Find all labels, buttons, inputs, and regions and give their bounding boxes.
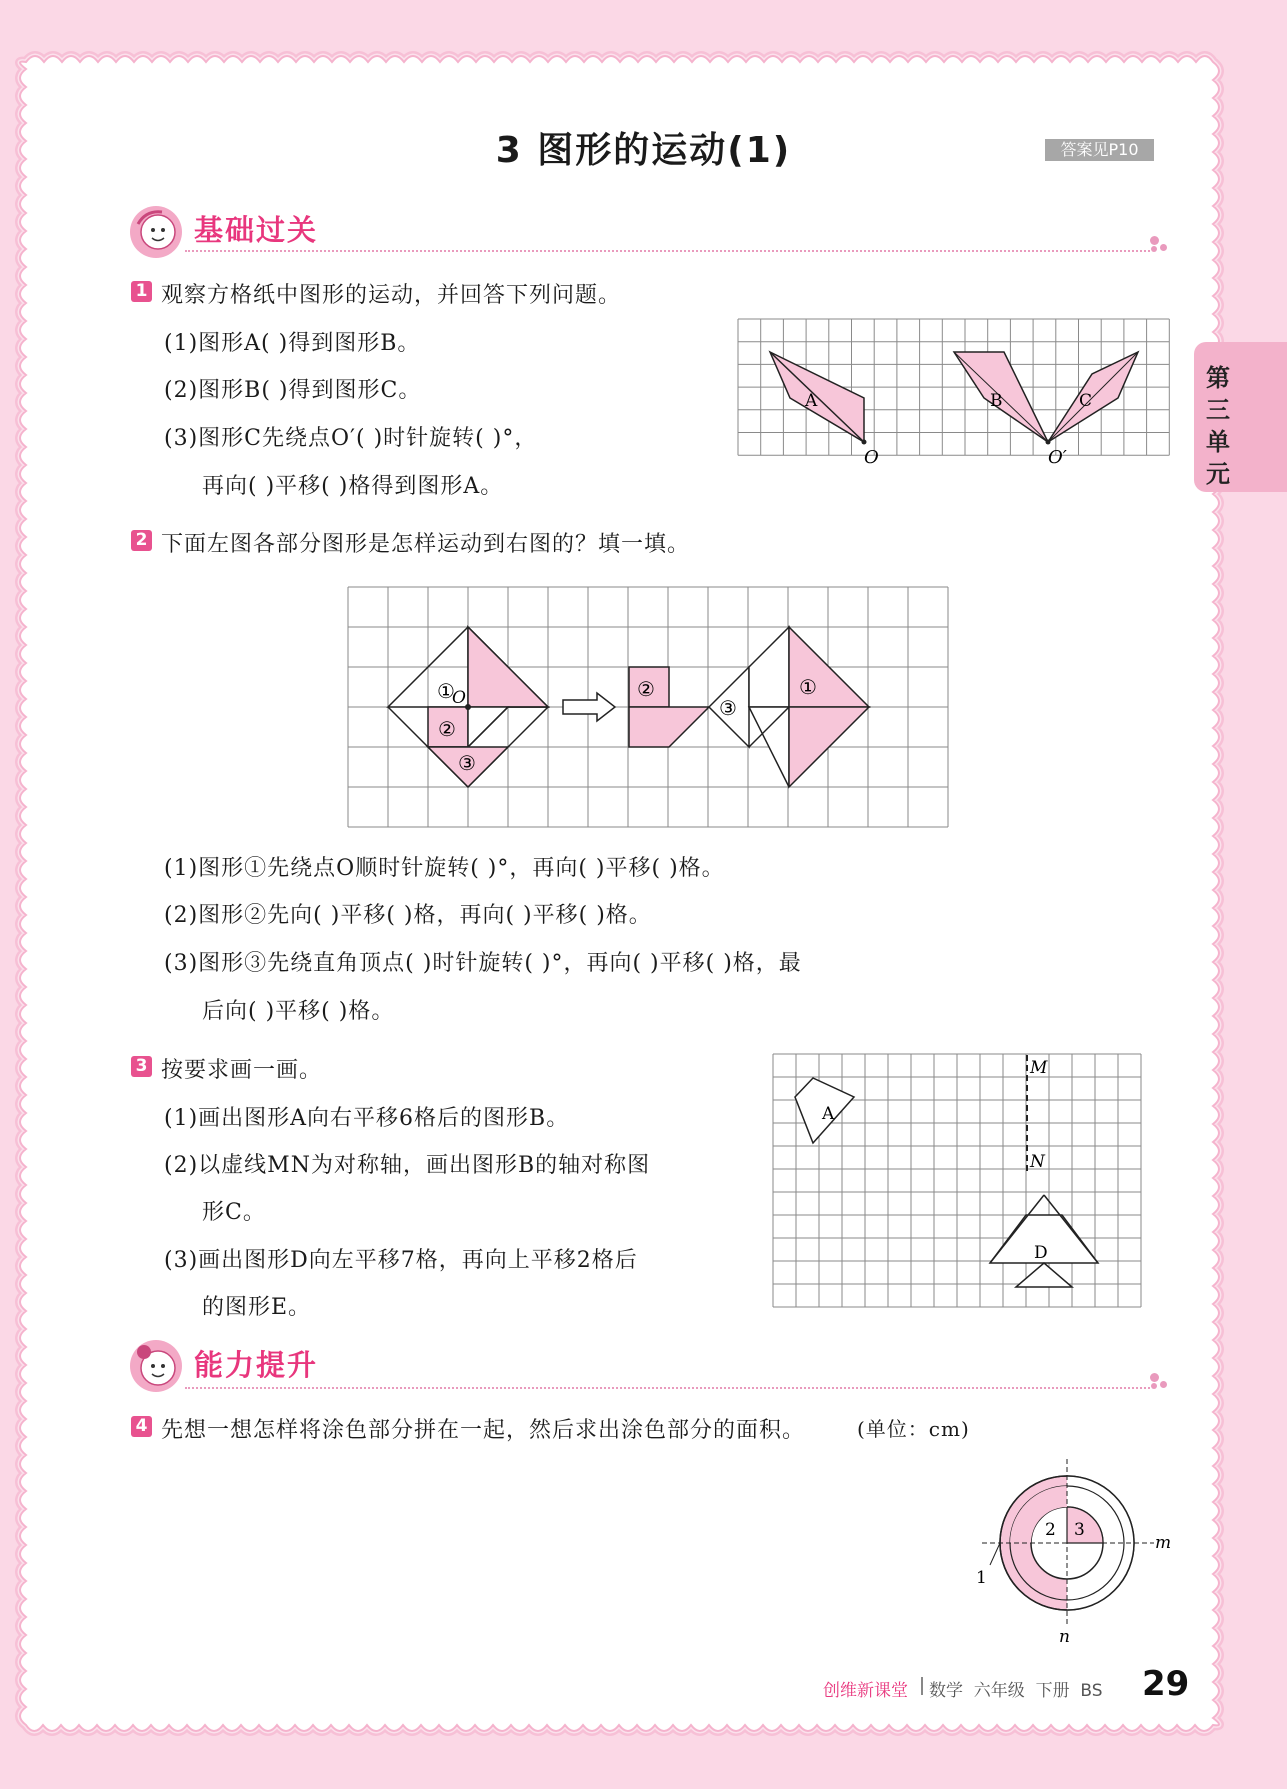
question-2-line-1: (1)图形①先绕点O顺时针旋转( )°，再向( )平移( )格。 <box>164 856 725 881</box>
question-number-badge: 1 <box>131 281 152 302</box>
section-heading-advanced: 能力提升 <box>194 1348 319 1382</box>
label-m: M <box>1030 1058 1048 1078</box>
question-2-line-4: 后向( )平移( )格。 <box>202 999 395 1024</box>
right-body-top <box>749 627 789 707</box>
divider-dot <box>1150 1373 1159 1382</box>
section-heading-basic: 基础过关 <box>194 213 319 247</box>
footer-brand: 创维新课堂 <box>823 1681 908 1701</box>
page-number: 29 <box>1142 1664 1190 1704</box>
arrow-icon <box>563 693 615 721</box>
shape-c-diagonal <box>1048 352 1138 442</box>
mascot-icon <box>128 1338 184 1394</box>
question-number-badge: 2 <box>131 530 152 551</box>
answer-reference-badge: 答案见P10 <box>1045 139 1154 161</box>
shape-d-bottom <box>1016 1263 1072 1287</box>
label-o: O <box>452 688 466 708</box>
divider-dot <box>1151 246 1157 252</box>
divider-dot <box>1160 244 1167 251</box>
label-b: B <box>990 391 1003 411</box>
label-n: N <box>1030 1152 1045 1172</box>
label-piece-1-right: ① <box>799 675 817 699</box>
divider-dot <box>1160 1381 1167 1388</box>
label-piece-2-left: ② <box>438 717 456 741</box>
label-piece-3-left: ③ <box>458 751 476 775</box>
label-2: 2 <box>1045 1520 1056 1540</box>
question-3-grid-figure <box>772 1053 1144 1310</box>
point-o <box>862 440 867 445</box>
footer-book-info: 数学 六年级 下册 BS <box>929 1681 1103 1701</box>
label-3: 3 <box>1074 1520 1085 1540</box>
question-4-circle-figure <box>970 1455 1176 1647</box>
question-number-badge: 3 <box>131 1056 152 1077</box>
question-4-unit: (单位：cm) <box>857 1417 970 1441</box>
right-parallelogram <box>629 707 709 747</box>
footer-divider <box>921 1677 923 1695</box>
label-piece-3-right: ③ <box>719 696 737 720</box>
label-a: A <box>822 1104 835 1124</box>
label-1-leader <box>990 1543 1000 1565</box>
question-3-line-3: 形C。 <box>202 1200 266 1225</box>
divider-dot <box>1151 1383 1157 1389</box>
question-1-line-2: (2)图形B( )得到图形C。 <box>164 378 422 403</box>
question-2-grid-figure <box>347 586 953 830</box>
unit-side-tab-label: 第三单元 <box>1206 364 1230 488</box>
question-3-line-5: 的图形E。 <box>202 1295 312 1320</box>
section-divider <box>185 1387 1150 1389</box>
question-1-title: 观察方格纸中图形的运动，并回答下列问题。 <box>161 283 622 308</box>
question-1-line-4: 再向( )平移( )格得到图形A。 <box>202 474 504 499</box>
question-3-line-4: (3)画出图形D向左平移7格，再向上平移2格后 <box>164 1248 638 1273</box>
question-1-grid-figure <box>737 318 1173 474</box>
left-edge <box>388 707 428 747</box>
question-number-badge: 4 <box>131 1416 152 1437</box>
label-piece-1-left: ① <box>437 679 455 703</box>
label-d: D <box>1034 1243 1048 1263</box>
label-m: m <box>1155 1533 1172 1553</box>
question-1-line-1: (1)图形A( )得到图形B。 <box>164 331 421 356</box>
label-piece-2-right: ② <box>637 677 655 701</box>
point-o-prime <box>1046 440 1051 445</box>
label-o-prime: O′ <box>1048 447 1067 468</box>
divider-dot <box>1150 236 1159 245</box>
question-1-line-3: (3)图形C先绕点O′( )时针旋转( )°， <box>164 426 538 451</box>
question-2-line-3: (3)图形③先绕直角顶点( )时针旋转( )°，再向( )平移( )格，最 <box>164 951 802 976</box>
question-3-line-2: (2)以虚线MN为对称轴，画出图形B的轴对称图 <box>164 1153 651 1178</box>
label-o: O <box>864 447 879 468</box>
question-3-title: 按要求画一画。 <box>161 1058 323 1083</box>
section-divider <box>185 250 1150 252</box>
question-2-title: 下面左图各部分图形是怎样运动到右图的？填一填。 <box>161 532 691 557</box>
label-n: n <box>1059 1627 1070 1647</box>
label-a: A <box>805 391 818 411</box>
mascot-icon <box>128 204 184 260</box>
label-1: 1 <box>976 1568 987 1588</box>
question-4-title: 先想一想怎样将涂色部分拼在一起，然后求出涂色部分的面积。 <box>161 1418 806 1443</box>
question-3-line-1: (1)画出图形A向右平移6格后的图形B。 <box>164 1106 570 1131</box>
label-c: C <box>1079 391 1093 411</box>
page-title: 3 图形的运动(1) <box>495 130 792 171</box>
question-2-line-2: (2)图形②先向( )平移( )格，再向( )平移( )格。 <box>164 903 652 928</box>
